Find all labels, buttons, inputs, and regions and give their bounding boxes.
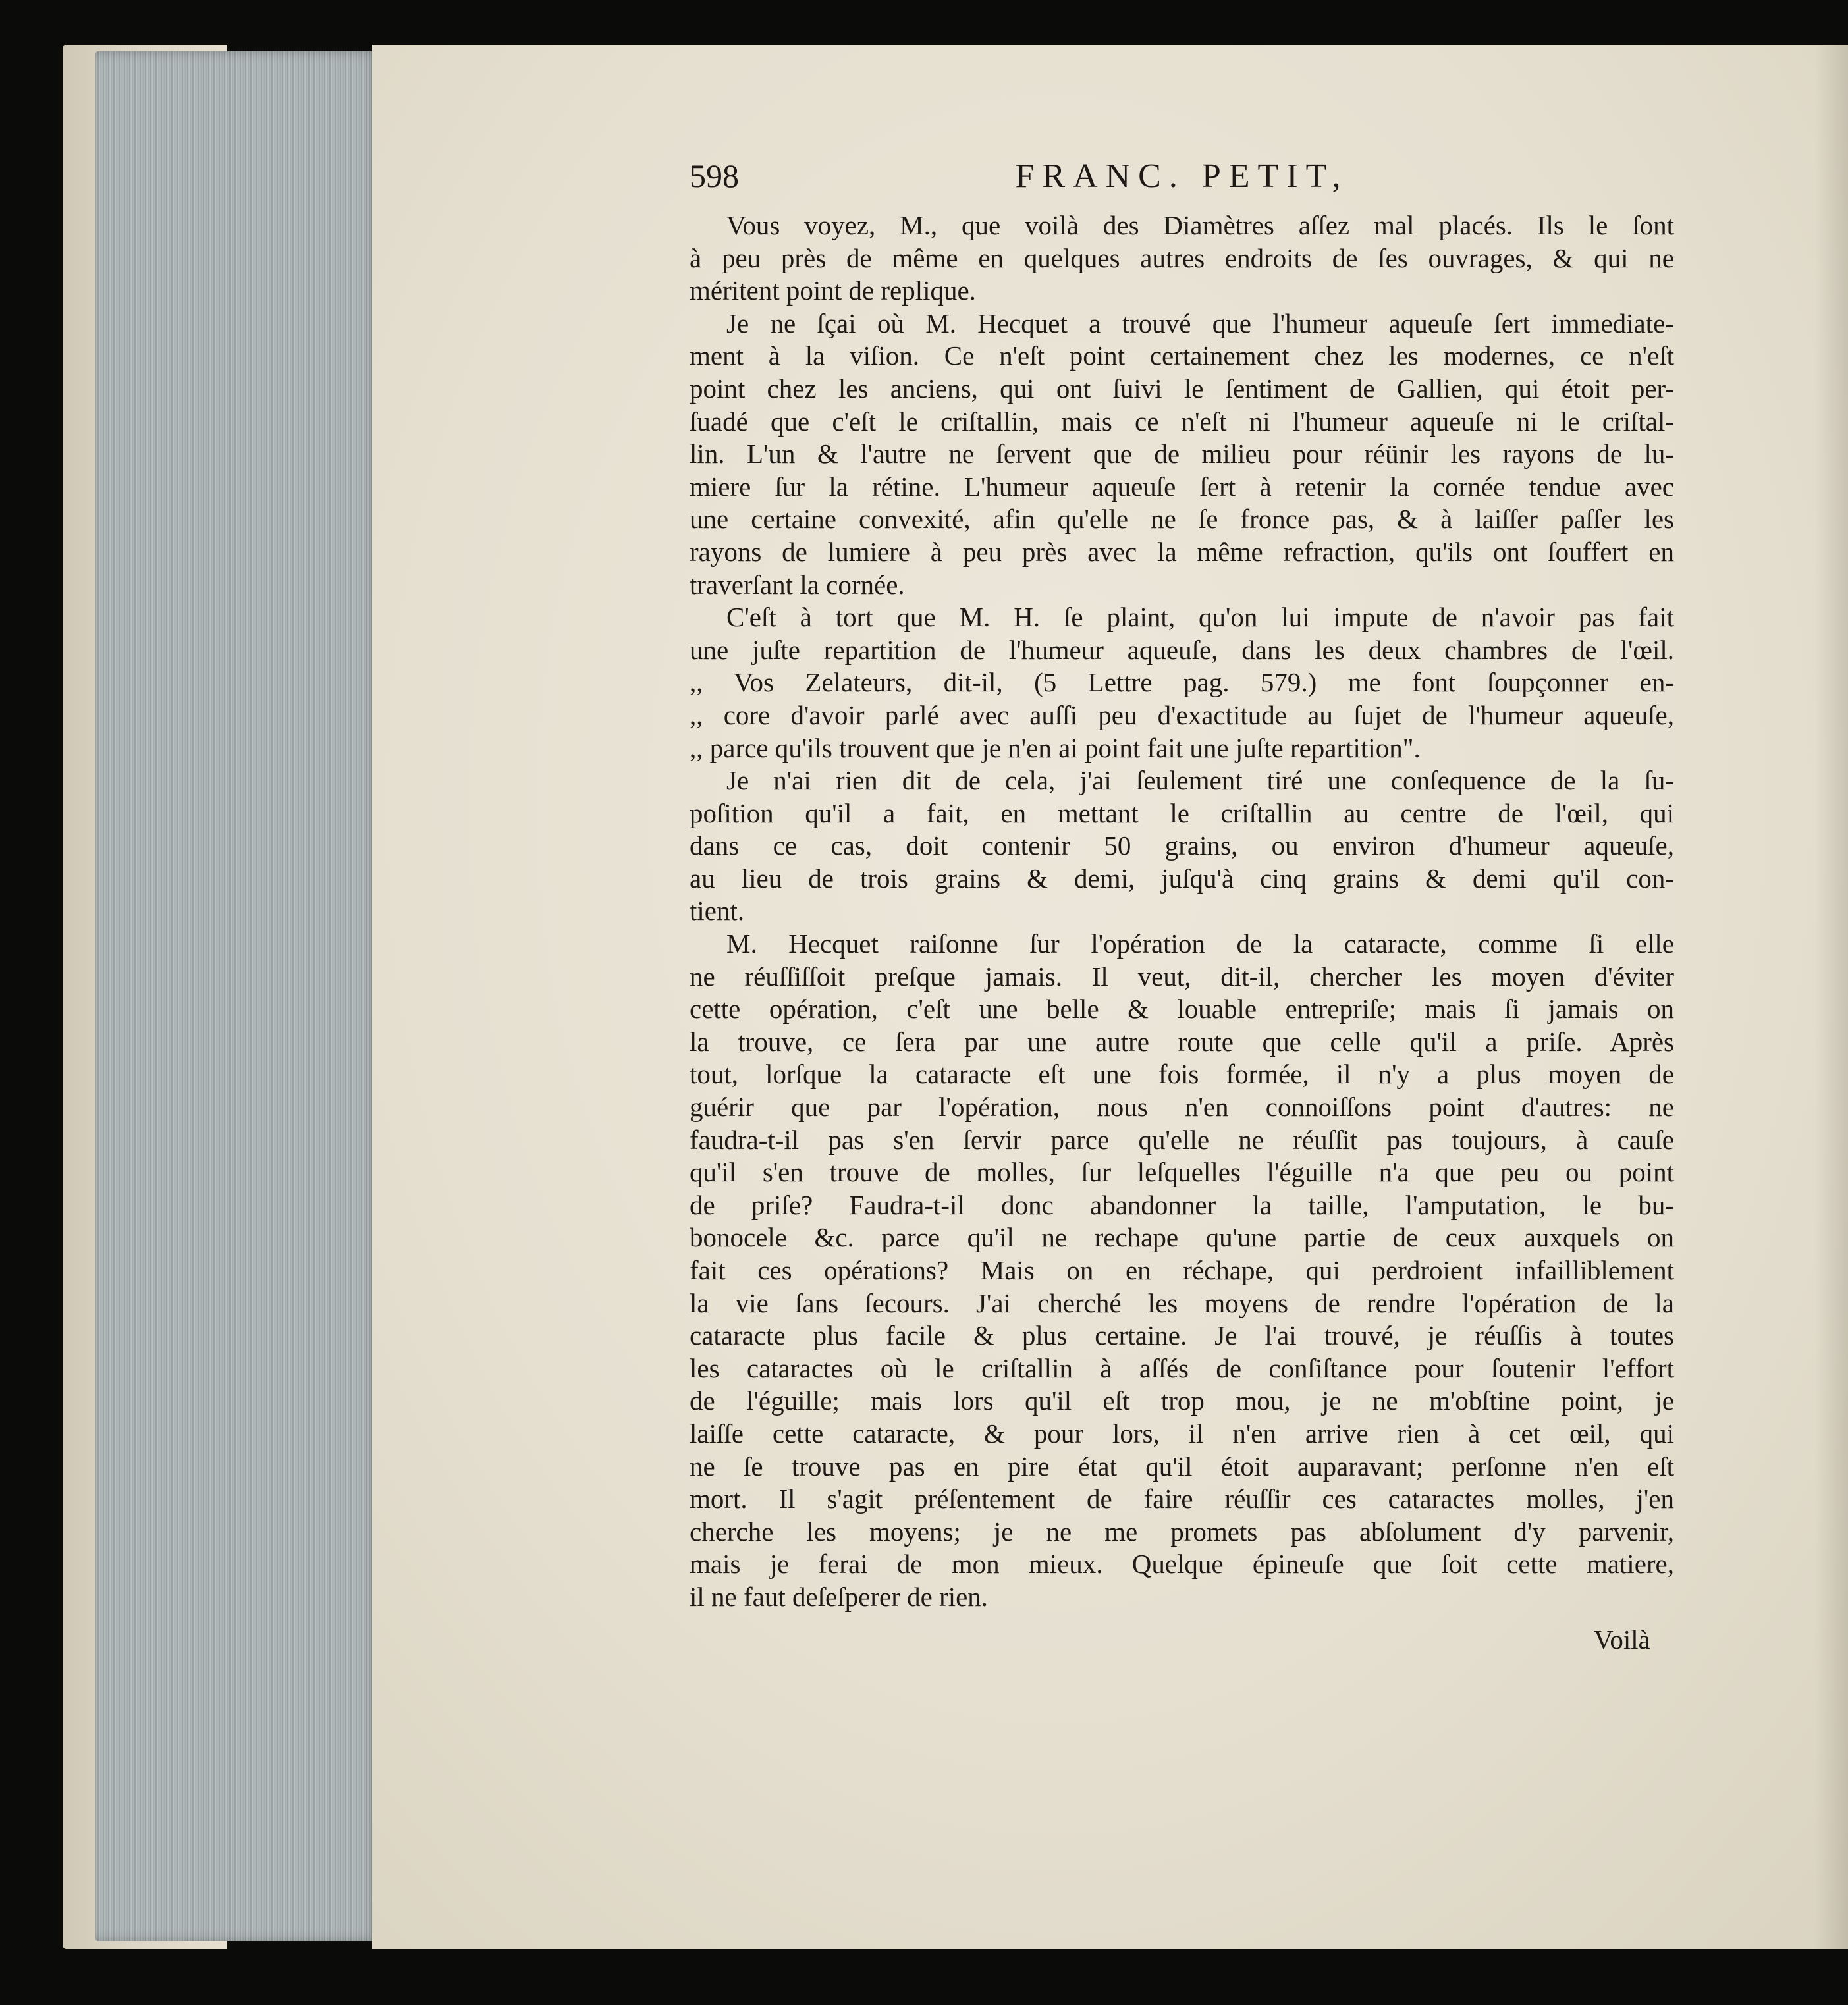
text-line: tout, lorſque la cataracte eſt une fois formée, il n'y a plus moyen de	[690, 1059, 1674, 1090]
text-line: point chez les anciens, qui ont ſuivi le ſentiment de Gallien, qui étoit per-	[690, 373, 1674, 404]
text-line: ment à la viſion. Ce n'eſt point certainement chez les modernes, ce n'eſt	[690, 340, 1674, 371]
text-line: mort. Il s'agit préſentement de faire réuſſir ces cataractes molles, j'en	[690, 1484, 1674, 1514]
text-line: Je ne ſçai où M. Hecquet a trouvé que l'humeur aqueuſe ſert immediate-	[726, 307, 1674, 338]
catchword: Voilà	[1594, 1624, 1650, 1655]
text-line: poſition qu'il a fait, en mettant le criſtallin au centre de l'œil, qui	[690, 797, 1674, 828]
text-line: bonocele &c. parce qu'il ne rechape qu'une partie de ceux auxquels on	[690, 1222, 1674, 1253]
text-line: cherche les moyens; je ne me promets pas abſolument d'y parvenir,	[690, 1516, 1674, 1547]
text-line: dans ce cas, doit contenir 50 grains, ou environ d'humeur aqueuſe,	[690, 830, 1674, 861]
text-line: tient.	[690, 896, 745, 926]
text-line: ne ſe trouve pas en pire état qu'il étoit auparavant; perſonne n'en eſt	[690, 1451, 1674, 1482]
text-line: M. Hecquet raiſonne ſur l'opération de la cataracte, comme ſi elle	[726, 928, 1674, 959]
text-line: une certaine convexité, afin qu'elle ne ſe fronce pas, & à laiſſer paſſer les	[690, 504, 1674, 535]
text-line: rayons de lumiere à peu près avec la même refraction, qu'ils ont ſouffert en	[690, 536, 1674, 567]
text-line: laiſſe cette cataracte, & pour lors, il n'en arrive rien à cet œil, qui	[690, 1418, 1674, 1449]
text-line: méritent point de replique.	[690, 275, 976, 306]
text-line: fait ces opérations? Mais on en réchape, qui perdroient infailliblement	[690, 1255, 1674, 1285]
text-line: C'eſt à tort que M. H. ſe plaint, qu'on lui impute de n'avoir pas fait	[726, 602, 1674, 633]
text-line: traverſant la cornée.	[690, 569, 905, 600]
running-head	[690, 157, 1674, 203]
text-line: une juſte repartition de l'humeur aqueuſe, dans les deux chambres de l'œil.	[690, 634, 1674, 665]
text-line: cataracte plus facile & plus certaine. Je l'ai trouvé, je réuſſis à toutes	[690, 1320, 1674, 1351]
text-line: faudra-t-il pas s'en ſervir parce qu'elle ne réuſſit pas toujours, à cauſe	[690, 1124, 1674, 1155]
text-line: ſuadé que c'eſt le criſtallin, mais ce n'eſt ni l'humeur aqueuſe ni le criſtal-	[690, 406, 1674, 437]
page-number: 598	[690, 157, 739, 194]
text-line: de l'éguille; mais lors qu'il eſt trop mou, je ne m'obſtine point, je	[690, 1385, 1674, 1416]
text-line: Vous voyez, M., que voilà des Diamètres aſſez mal placés. Ils le ſont	[726, 210, 1674, 240]
text-line: qu'il s'en trouve de molles, ſur leſquelles l'éguille n'a que peu ou point	[690, 1157, 1674, 1188]
text-line: ,, core d'avoir parlé avec auſſi peu d'exactitude au ſujet de l'humeur aqueuſe,	[690, 699, 1674, 730]
text-line: guérir que par l'opération, nous n'en connoiſſons point d'autres: ne	[690, 1092, 1674, 1123]
text-line: ne réuſſiſſoit preſque jamais. Il veut, dit-il, chercher les moyen d'éviter	[690, 961, 1674, 992]
text-line: ,, parce qu'ils trouvent que je n'en ai point fait une juſte repartition".	[690, 732, 1421, 763]
text-line: les cataractes où le criſtallin à aſſés de conſiſtance pour ſoutenir l'effort	[690, 1352, 1674, 1383]
text-line: à peu près de même en quelques autres endroits de ſes ouvrages, & qui ne	[690, 242, 1674, 273]
text-line: lin. L'un & l'autre ne ſervent que de milieu pour réünir les rayons de lu-	[690, 439, 1674, 469]
text-line: de priſe? Faudra-t-il donc abandonner la taille, l'amputation, le bu-	[690, 1189, 1674, 1220]
text-line: au lieu de trois grains & demi, juſqu'à cinq grains & demi qu'il con-	[690, 863, 1674, 894]
running-title: FRANC. PETIT,	[1015, 157, 1349, 195]
page-edges	[95, 51, 379, 1941]
text-line: la trouve, ce ſera par une autre route que celle qu'il a priſe. Après	[690, 1026, 1674, 1057]
text-line: ,, Vos Zelateurs, dit-il, (5 Lettre pag. 579.) me font ſoupçonner en-	[690, 667, 1674, 698]
text-line: il ne faut deſeſperer de rien.	[690, 1581, 989, 1612]
text-line: miere ſur la rétine. L'humeur aqueuſe ſert à retenir la cornée tendue avec	[690, 471, 1674, 502]
text-line: Je n'ai rien dit de cela, j'ai ſeulement tiré une conſequence de la ſu-	[726, 765, 1674, 796]
text-line: la vie ſans ſecours. J'ai cherché les moyens de rendre l'opération de la	[690, 1287, 1674, 1318]
body-text	[690, 209, 1674, 1614]
text-line: mais je ferai de mon mieux. Quelque épineuſe que ſoit cette matiere,	[690, 1549, 1674, 1580]
text-line: cette opération, c'eſt une belle & louable entrepriſe; mais ſi jamais on	[690, 994, 1674, 1025]
